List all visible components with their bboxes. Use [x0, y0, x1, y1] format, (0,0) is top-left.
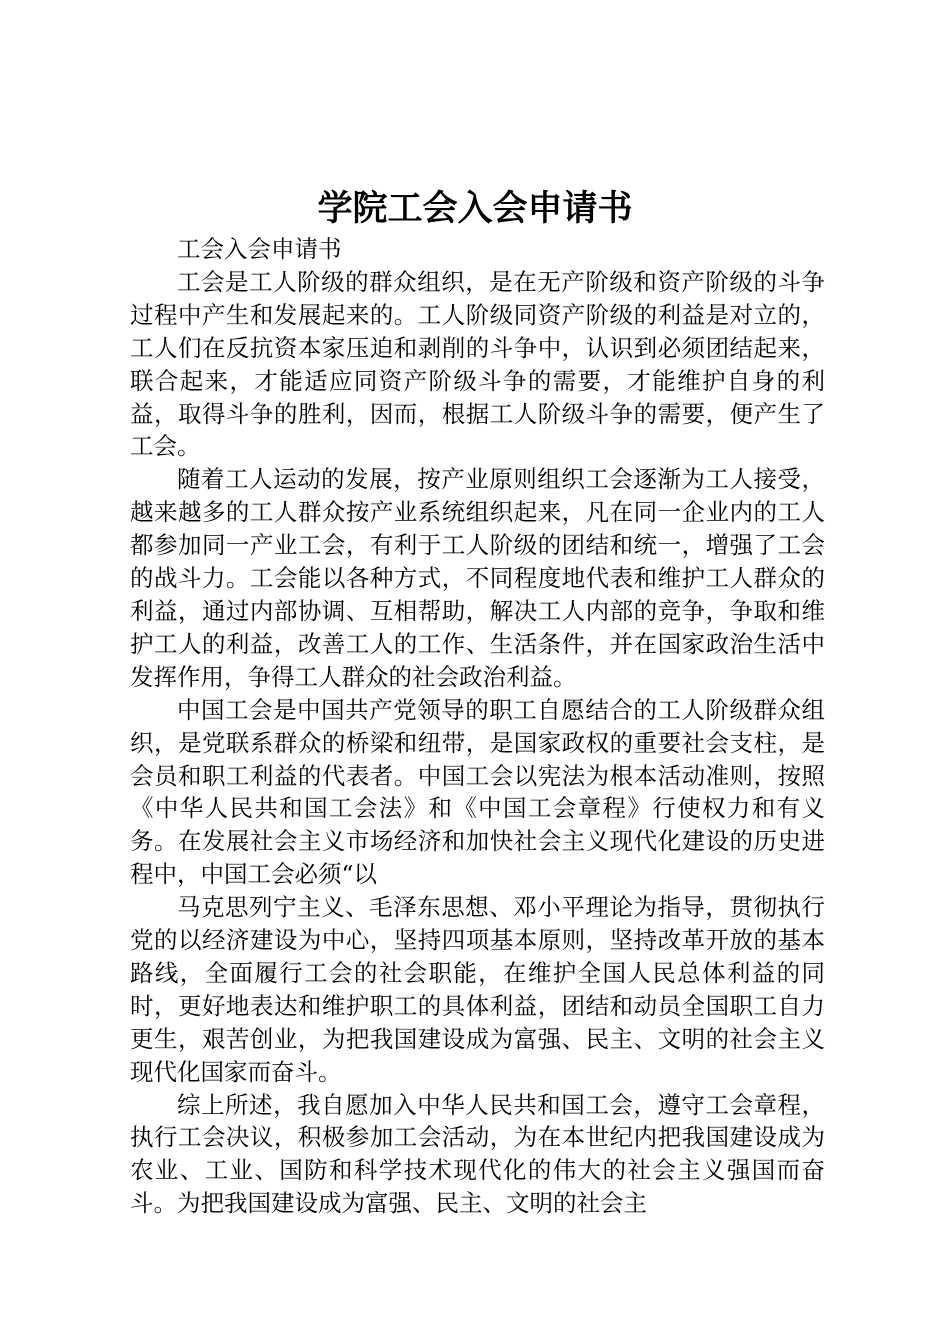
paragraph: 随着工人运动的发展，按产业原则组织工会逐渐为工人接受，越来越多的工人群众按产业系统组织起来，凡在同一企业内的工人都参加同一产业工会，有利于工人阶级的团结和统一，增强了工会的战斗力。工会能以各种方式，不同程度地代表和维护工人群众的利益，通过内部协调、互相帮助，解决工人内部的竞争，争取和维护工人的利益，改善工人的工作、生活条件，并在国家政治生活中发挥作用，争得工人群众的社会政治利益。 — [130, 465, 825, 691]
paragraph: 综上所述，我自愿加入中华人民共和国工会，遵守工会章程，执行工会决议，积极参加工会活动，为在本世纪内把我国建设成为农业、工业、国防和科学技术现代化的伟大的社会主义强国而奋斗。为把我国建设成为富强、民主、文明的社会主 — [130, 1090, 825, 1218]
document-body — [130, 233, 825, 1220]
paragraph: 马克思列宁主义、毛泽东思想、邓小平理论为指导，贯彻执行党的以经济建设为中心，坚持四项基本原则，坚持改革开放的基本路线，全面履行工会的社会职能，在维护全国人民总体利益的同时，更好地表达和维护职工的具体利益，团结和动员全国职工自力更生，艰苦创业，为把我国建设成为富强、民主、文明的社会主义现代化国家而奋斗。 — [130, 893, 825, 1086]
paragraph: 工会是工人阶级的群众组织，是在无产阶级和资产阶级的斗争过程中产生和发展起来的。工人阶级同资产阶级的利益是对立的，工人们在反抗资本家压迫和剥削的斗争中，认识到必须团结起来，联合起来，才能适应同资产阶级斗争的需要，才能维护自身的利益，取得斗争的胜利，因而，根据工人阶级斗争的需要，便产生了工会。 — [130, 267, 825, 461]
paragraph-subtitle: 工会入会申请书 — [177, 235, 342, 263]
paragraph: 中国工会是中国共产党领导的职工自愿结合的工人阶级群众组织，是党联系群众的桥梁和纽带，是国家政权的重要社会支柱，是会员和职工利益的代表者。中国工会以宪法为根本活动准则，按照《中华人民共和国工会法》和《中国工会章程》行使权力和有义务。在发展社会主义市场经济和加快社会主义现代化建设的历史进程中，中国工会必须“以 — [130, 695, 825, 889]
document-title: 学院工会入会申请书 — [317, 188, 633, 229]
